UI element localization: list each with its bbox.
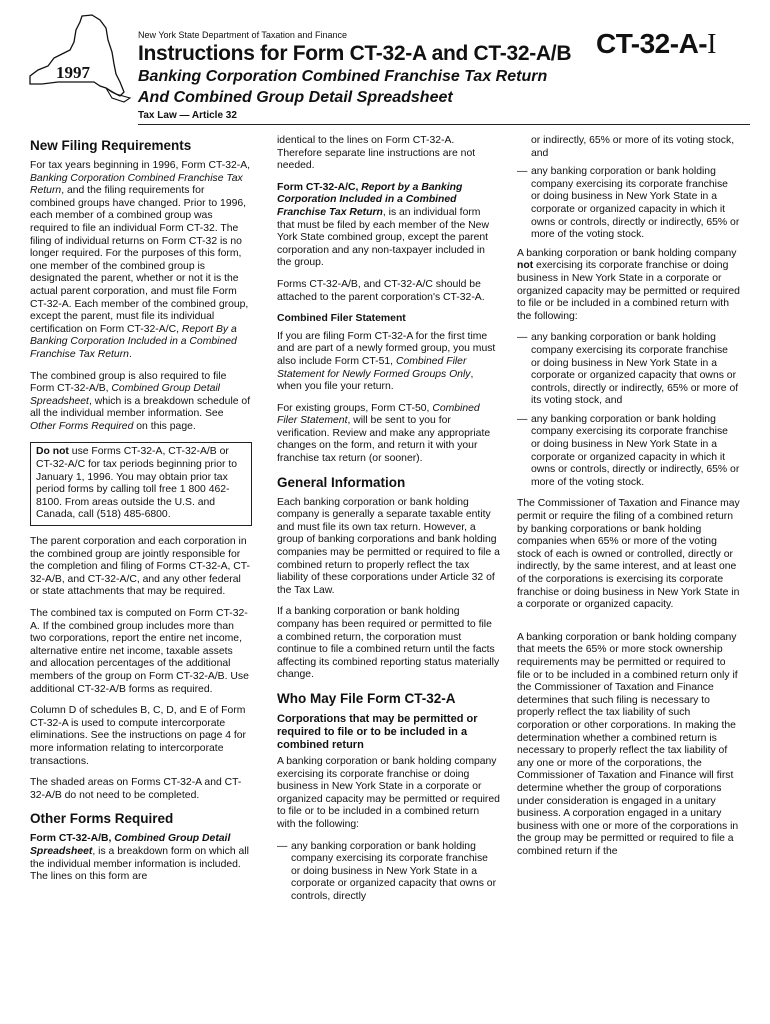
paragraph: The Commissioner of Taxation and Finance may permit or require the filing of a combined return by banking corporations or bank holding companies when 65% or more of the voting stock of each is owned or controlled, directly or indirectly, by the same interest, and at least one of the corporations is exercising its corporate franchise or doing business in New York State in a corporate or organized capacity. [517,498,740,611]
list-item-continued: or indirectly, 65% or more of its voting stock, and [531,135,735,159]
notice-box: Do not use Forms CT-32-A, CT-32-A/B or CT-32-A/C for tax periods beginning prior to January 1, 1996. You may obtain prior tax period forms by calling toll free 1 800 462-8100. From areas outside the U.S. and Canada, call (518) 485-6800. [30,442,252,526]
list-item: — any banking corporation or bank holding company exercising its corporate franchise or doing business in New York State in a corporate or organized capacity that owns or controls, directly or indirectly, 65% or more of its voting stock, and [517,332,739,407]
column-3 [517,135,740,867]
heading-corporations-combined-return: Corporations that may be permitted or required to file or to be included in a combined return [277,712,478,751]
heading-who-may-file: Who May File Form CT-32-A [277,690,456,706]
page-subtitle-2: And Combined Group Detail Spreadsheet [138,89,453,106]
tax-law-reference: Tax Law — Article 32 [138,110,237,121]
paragraph: The combined group is also required to file Form CT-32-A/B, Combined Group Detail Spreadsheet, which is a breakdown schedule of all the individual member information. See Other Forms Required on this page. [30,370,251,432]
paragraph: Each banking corporation or bank holding company is generally a separate taxable entity and must file its own tax return. However, a group of banking corporations and bank holding companies may be permitted or required to file a combined return to properly reflect the tax liability of these corporations under Article 32 of the Tax Law. [277,496,500,596]
paragraph: The parent corporation and each corporation in the combined group are jointly responsible for the completion and filing of Forms CT-32-A, CT-32-A/B, and CT-32-A/C, and any other federal or state attachments that may be required. [30,536,251,598]
page-title: Instructions for Form CT-32-A and CT-32-A/B [138,42,572,65]
list-item: — any banking corporation or bank holding company exercising its corporate franchise or doing business in New York State in a corporate or organized capacity that owns or controls, directly [277,840,497,902]
year-label: 1997 [56,63,90,82]
new-york-state-map-icon [20,12,132,112]
heading-new-filing-requirements: New Filing Requirements [30,138,192,153]
paragraph: Form CT-32-A/B, Combined Group Detail Spreadsheet, is a breakdown form on which all the individual member information is included. The lines on this form are [30,833,249,883]
form-code-prefix: CT-32-A- [596,28,708,59]
heading-general-information: General Information [277,474,406,490]
heading-combined-filer-statement: Combined Filer Statement [277,313,406,325]
paragraph: A banking corporation or bank holding company not exercising its corporate franchise or doing business in New York State in a corporate or organized capacity may be permitted or required to file or be included in a combined return with the following: [517,247,740,322]
column-1 [30,135,252,893]
paragraph: Forms CT-32-A/B, and CT-32-A/C should be attached to the parent corporation's CT-32-A. [277,278,485,303]
paragraph: For tax years beginning in 1996, Form CT-32-A, Banking Corporation Combined Franchise Tax Return, and the filing requirements for combined groups have changed. Prior to 1996, each member of a combined group was required to file an individual Form CT-32. The filing of individual returns on Form CT-32 is no longer required. For the purposes of this form, one member of the combined group is designated the parent, whether or not it is the actual parent corporation, and must file Form CT-32-A. Each member of the combined group, except the parent, must file its individual certification on Form CT-32-A/C, Report By a Banking Corporation Included in a Combined Franchise Tax Return. [30,160,251,360]
header-divider [138,124,750,125]
paragraph: The combined tax is computed on Form CT-32-A. If the combined group includes more than two corporations, report the entire net income, alternative entire net income, taxable assets and allocation percentages of the additional members of the group on Form CT-32-A/B. Use additional CT-32-A/B forms as required. [30,608,249,695]
paragraph: Form CT-32-A/C, Report by a Banking Corporation Included in a Combined Franchise Tax Return, is an individual form that must be filed by each member of the New York State combined group, except the parent corporation and any non-taxpayer included in the group. [277,181,489,269]
department-name: New York State Department of Taxation and Finance [138,30,347,40]
paragraph: The shaded areas on Forms CT-32-A and CT-32-A/B do not need to be completed. [30,777,242,801]
paragraph: If you are filing Form CT-32-A for the first time and are part of a newly formed group, you must also include Form CT-51, Combined Filer Statement for Newly Formed Groups Only, when you file your return. [277,330,496,393]
paragraph: If a banking corporation or bank holding company has been required or permitted to file a combined return, the corporation must continue to file a combined return until the facts affecting its combined reporting status materially change. [277,606,500,681]
list-item: — any banking corporation or bank holding company exercising its corporate franchise or doing business in New York State in a corporate or organized capacity in which it owns or controls, directly or indirectly, 65% or more of the voting stock. [517,166,740,241]
form-code [596,28,716,61]
heading-other-forms-required: Other Forms Required [30,811,174,827]
document-header [0,0,770,140]
paragraph: Column D of schedules B, C, D, and E of Form CT-32-A is used to compute intercorporate eliminations. See the instructions on page 4 for more information relating to intercorporate transactions. [30,705,247,767]
paragraph: A banking corporation or bank holding company exercising its corporate franchise or doing business in New York State in a corporate or organized capacity may be permitted or required to file or to be included in a combined return with the following: [277,755,500,830]
paragraph: For existing groups, Form CT-50, Combined Filer Statement, will be sent to you for verification. Review and make any appropriate changes on the form, and return it with your franchise tax return (or sooner). [277,402,491,465]
page-subtitle-1: Banking Corporation Combined Franchise Tax Return [138,68,548,85]
form-code-suffix: I [707,29,716,60]
paragraph: A banking corporation or bank holding company that meets the 65% or more stock ownership requirements may be permitted or required to file or to be included in a combined return only if the Commissioner of Taxation and Finance determines that such filing is necessary to properly reflect the tax liability of such corporation or other corporations. In making the determination whether a combined return is necessary to properly reflect the tax liability of any one or more of the corporations, the Commissioner of Taxation and Finance will first determine whether the group of corporations under consideration is engaged in a unitary business. A corporation engaged in a unitary business with one or more of the corporations in the group may be permitted or required to file a combined return if the [517,631,739,857]
paragraph: identical to the lines on Form CT-32-A. Therefore separate line instructions are not needed. [277,135,476,172]
column-2 [277,135,500,910]
list-item: — any banking corporation or bank holding company exercising its corporate franchise or doing business in New York State in a corporate or organized capacity in which it owns or controls, directly or indirectly, 65% or more of the voting stock. [517,413,740,488]
